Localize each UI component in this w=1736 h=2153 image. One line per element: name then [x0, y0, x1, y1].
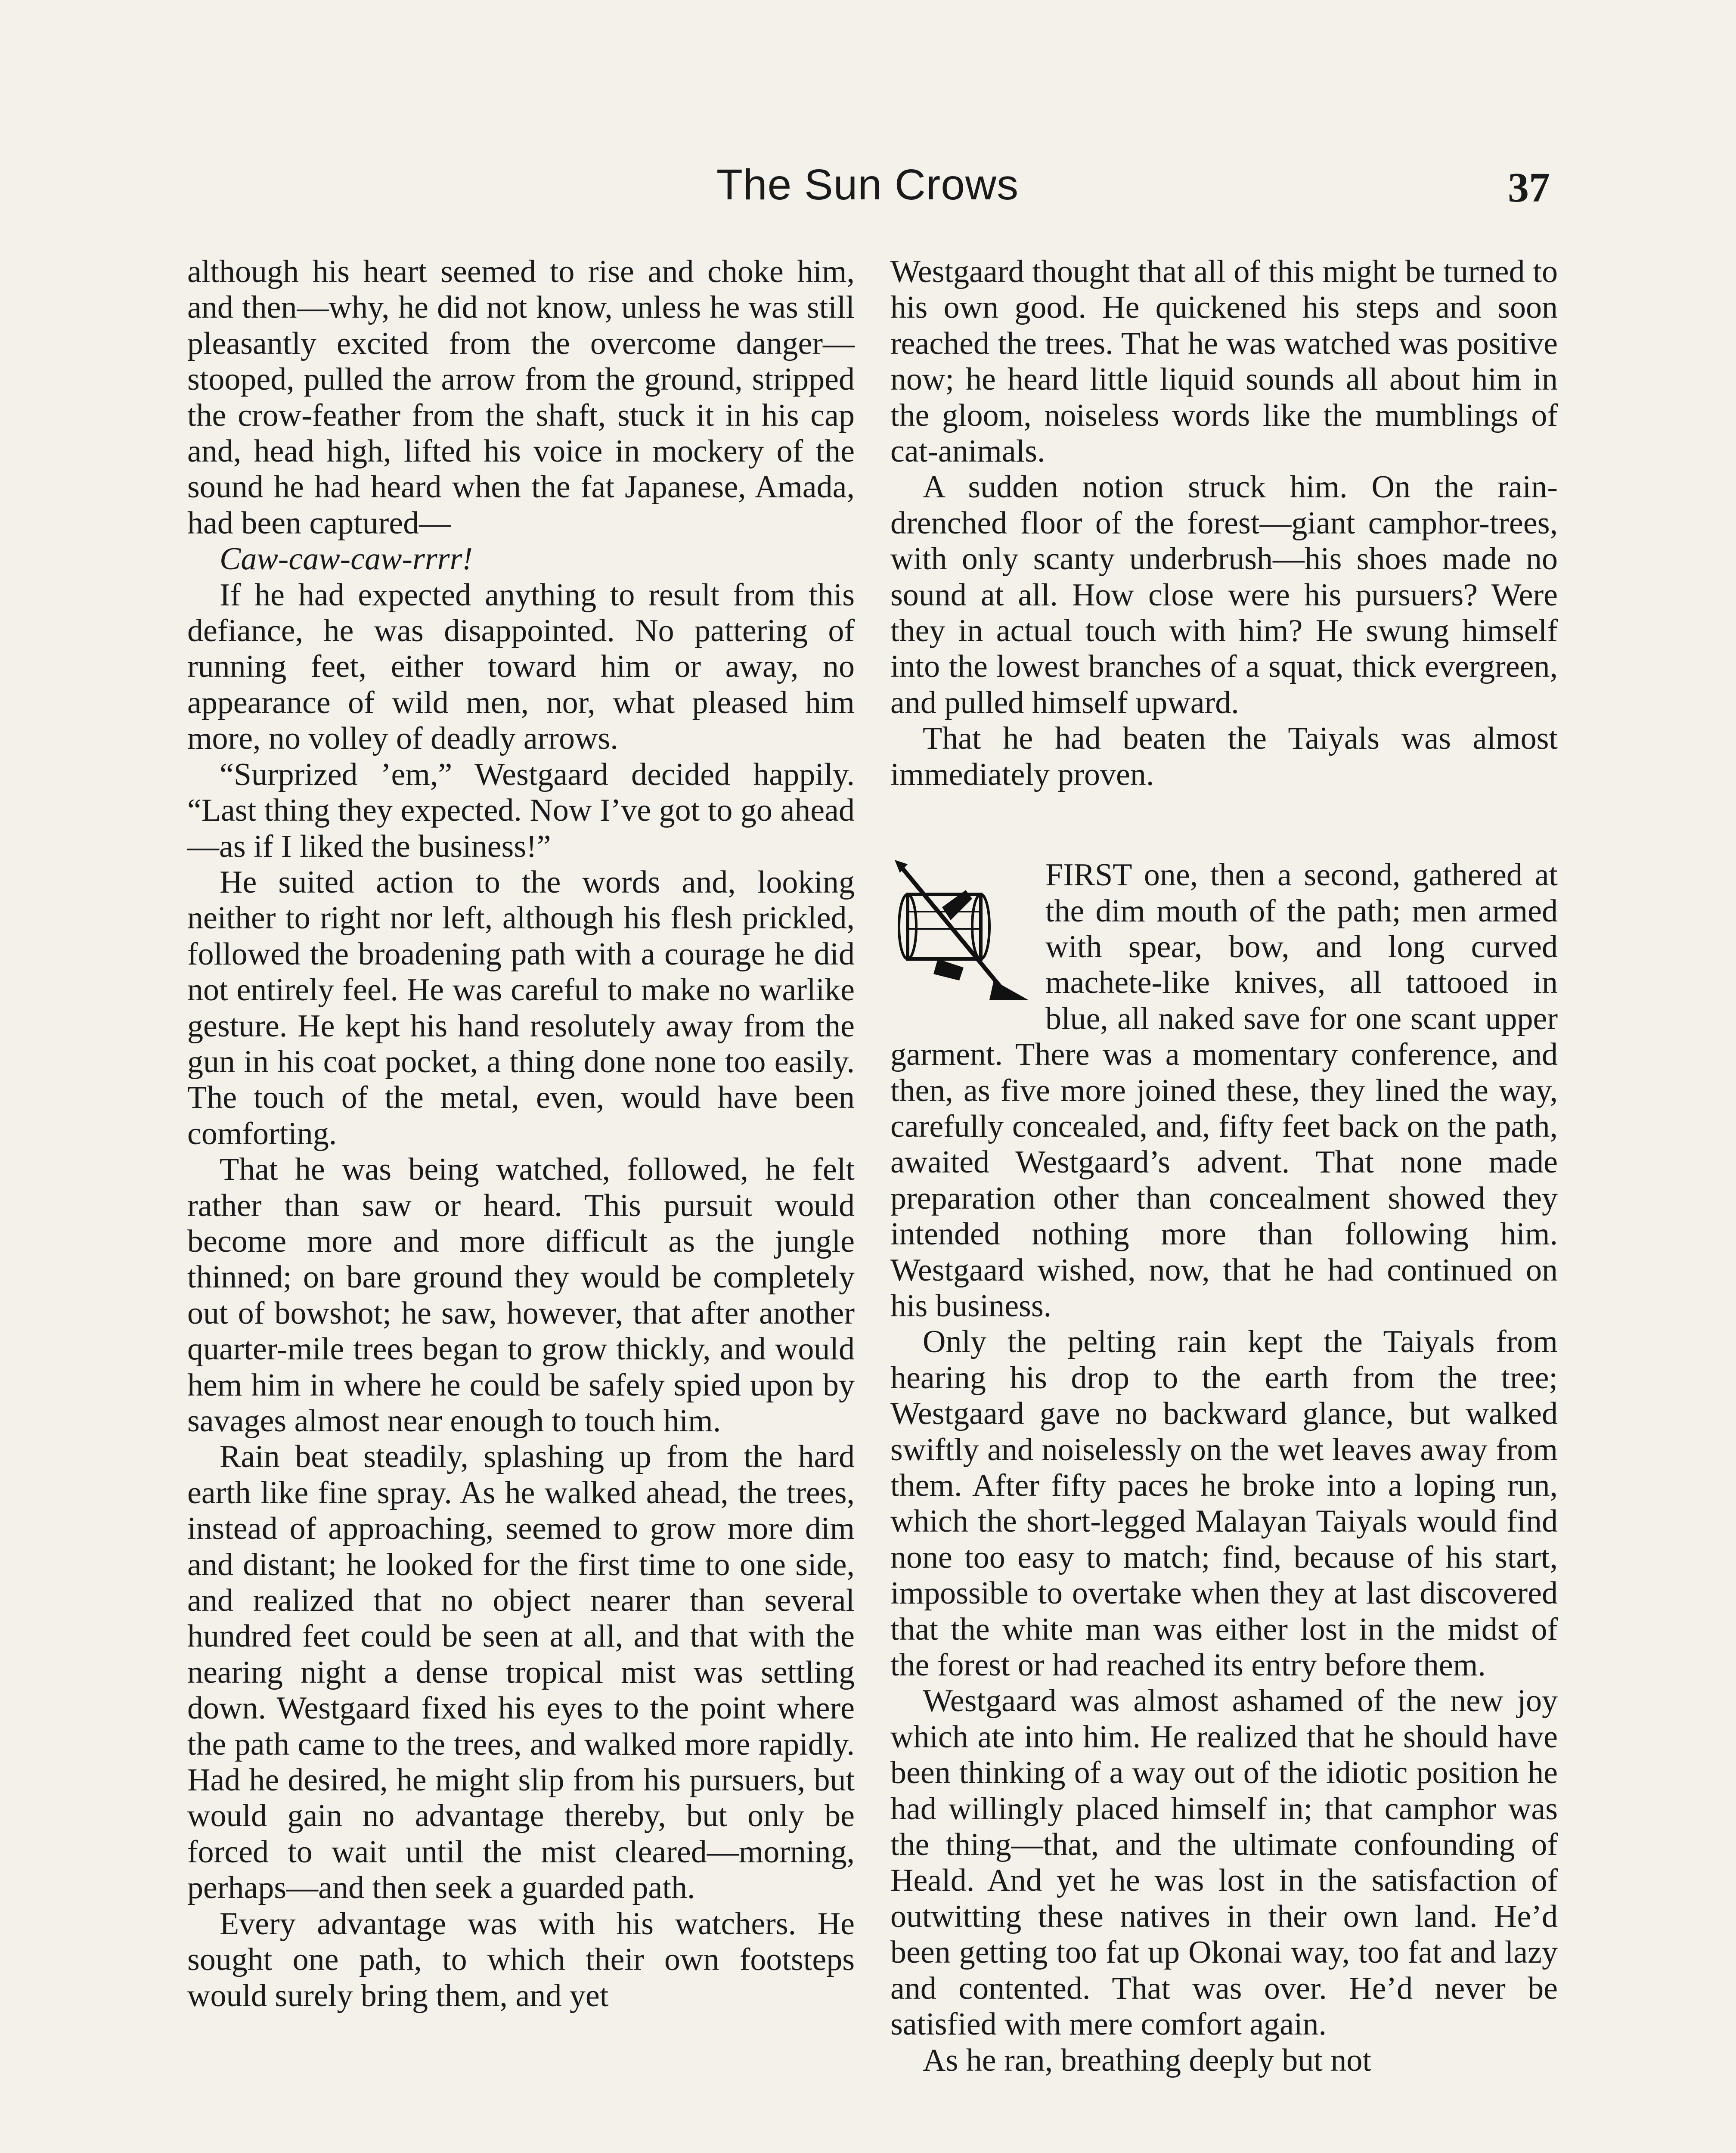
paragraph: Only the pelting rain kept the Taiyals from hearing his drop to the earth from the tree; Westgaard gave no backward glance, but walked swiftly and noiselessly on the wet leaves away from them. After fifty paces he broke into a loping run, which the short-legged Malayan Taiyals would find none too easy to match; find, because of his start, impossible to overtake when they at last discovered that the white man was either lost in the midst of the forest or had reached its entry before them. [890, 1324, 1558, 1683]
page-number: 37 [1508, 164, 1550, 211]
running-title: The Sun Crows [716, 161, 1019, 209]
paragraph: “Surprized ’em,” Westgaard decided happily. “Last thing they expected. Now I’ve got to go ahead—as if I liked the business!” [187, 757, 855, 864]
paragraph: He suited action to the words and, looking neither to right nor left, although his flesh prickled, followed the broadening path with a courage he did not entirely feel. He was careful to make no warlike gesture. He kept his hand resolutely away from the gun in his coat pocket, a thing done none too easily. The touch of the metal, even, would have been comforting. [187, 864, 855, 1151]
paragraph: A sudden notion struck him. On the rain-drenched floor of the forest—giant camphor-trees, with only scanty underbrush—his shoes made no sound at all. How close were his pursuers? Were they in actual touch with him? He swung himself into the lowest branches of a squat, thick evergreen, and pulled himself upward. [890, 469, 1558, 720]
paragraph: Westgaard was almost ashamed of the new joy which ate into him. He realized that he should have been thinking of a way out of the idiotic position he had willingly placed himself in; that camphor was the thing—that, and the ultimate confounding of Heald. And yet he was lost in the satisfaction of outwitting these natives in their own land. He’d been getting too fat up Okonai way, too fat and lazy and contented. That was over. He’d never be satisfied with mere comfort again. [890, 1683, 1558, 2042]
dropcap-paragraph: FIRST one, then a second, gathered at the dim mouth of the path; men armed with spear, bow, and long curved machete-like knives, all tattooed in blue, all naked save for one scant upper garment. There was a momentary conference, and then, as five more joined these, they lined the way, carefully concealed, and, fifty feet back on the path, awaited Westgaard’s advent. That none made preparation other than concealment showed they intended nothing more than following him. Westgaard wished, now, that he had continued on his business. [890, 857, 1558, 1324]
paragraph: If he had expected anything to result from this defiance, he was disappointed. No pattering of running feet, either toward him or away, no appearance of wild men, nor, what pleased him more, no volley of deadly arrows. [187, 577, 855, 757]
right-column [890, 254, 1558, 2079]
paragraph: Rain beat steadily, splashing up from the hard earth like fine spray. As he walked ahead, the trees, instead of approaching, seemed to grow more dim and distant; he looked for the first time to one side, and realized that no object nearer than several hundred feet could be seen at all, and that with the nearing night a dense tropical mist was settling down. Westgaard fixed his eyes to the point where the path came to the trees, and walked more rapidly. Had he desired, he might slip from his pursuers, but would gain no advantage thereby, but only be forced to wait until the mist cleared—morning, perhaps—and then seek a guarded path. [187, 1439, 855, 1906]
spear-scroll-icon [890, 860, 1037, 1002]
paragraph: As he ran, breathing deeply but not [923, 2042, 1371, 2078]
paragraph: although his heart seemed to rise and choke him, and then—why, he did not know, unless he was still pleasantly excited from the overcome danger—stooped, pulled the arrow from the ground, stripped the crow-feather from the shaft, stuck it in his cap and, head high, lifted his voice in mockery of the sound he had heard when the fat Japanese, Amada, had been captured— [187, 254, 855, 541]
section-break [890, 793, 1558, 857]
paragraph: That he was being watched, followed, he felt rather than saw or heard. This pursuit would become more and more difficult as the jungle thinned; on bare ground they would be completely out of bowshot; he saw, however, that after another quarter-mile trees began to grow thickly, and would hem him in where he could be safely spied upon by savages almost near enough to touch him. [187, 1152, 855, 1439]
crow-call-line: Caw-caw-caw-rrrr! [220, 541, 473, 577]
page-header [185, 160, 1550, 220]
paragraph: Westgaard thought that all of this might be turned to his own good. He quickened his steps and soon reached the trees. That he was watched was positive now; he heard little liquid sounds all about him in the gloom, noiseless words like the mumblings of cat-animals. [890, 254, 1558, 469]
dropcap-section [890, 857, 1558, 1324]
paragraph: That he had beaten the Taiyals was almost immediately proven. [890, 721, 1558, 792]
paragraph: Every advantage was with his watchers. He sought one path, to which their own footsteps would surely bring them, and yet [187, 1906, 855, 2013]
left-column [187, 254, 855, 2014]
